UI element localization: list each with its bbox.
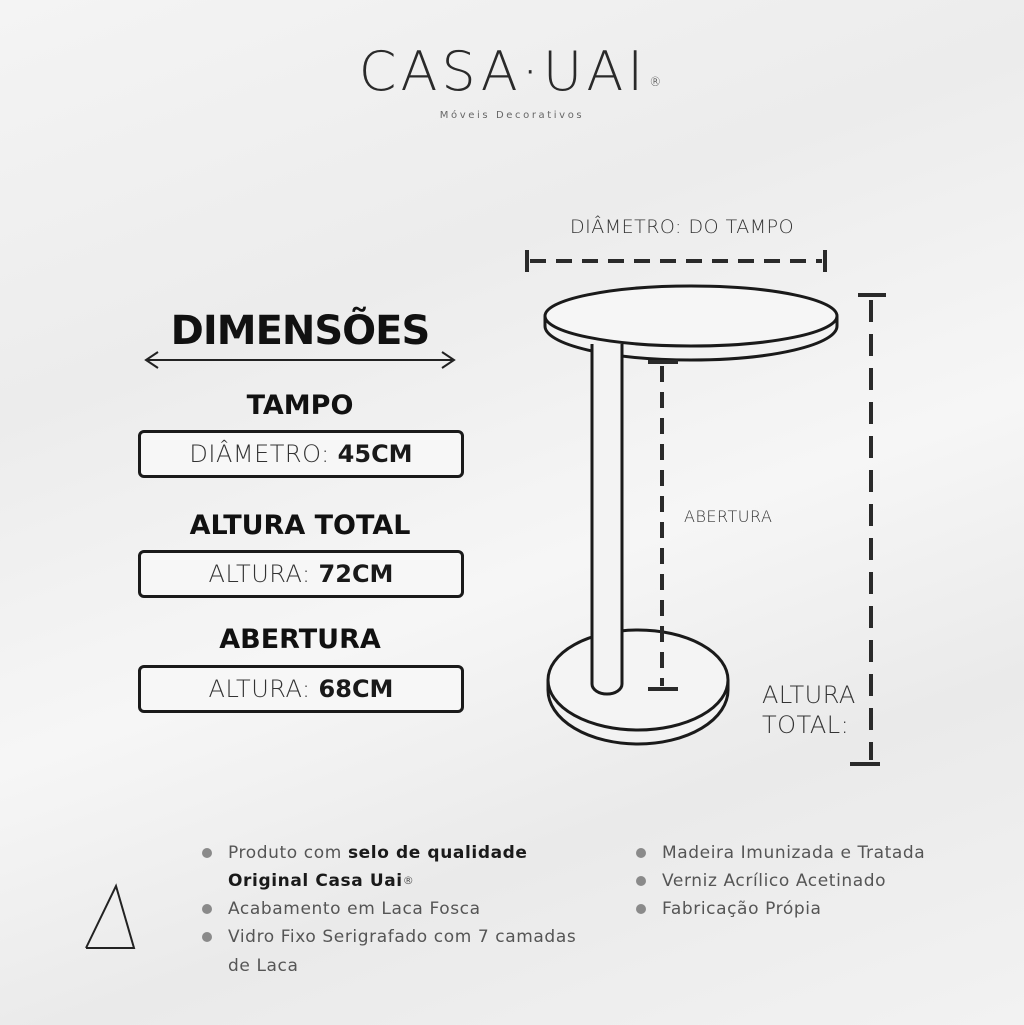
bullet-icon (636, 848, 646, 858)
total-height-label-line1: ALTURA (762, 681, 856, 709)
registered-mark: ® (649, 75, 666, 89)
total-height-label-line2: TOTAL: (762, 711, 850, 739)
opening-label: ABERTURA (684, 507, 773, 526)
brand-tagline: Móveis Decorativos (439, 110, 585, 121)
spec-value: 68CM (318, 675, 394, 703)
feature-item (662, 839, 925, 867)
bullet-icon (636, 876, 646, 886)
feature-item (228, 895, 481, 923)
spec-label: ALTURA: (208, 560, 311, 588)
registered-mark: ® (402, 874, 415, 887)
feature-text: Fabricação Própia (662, 899, 822, 919)
feature-bold: selo de qualidade (347, 843, 528, 863)
bullet-icon (202, 848, 212, 858)
feature-item (228, 923, 576, 951)
section-title-tampo: TAMPO (246, 390, 354, 421)
feature-text: Vidro Fixo Serigrafado com 7 camadas (228, 927, 577, 947)
feature-item (228, 839, 528, 867)
spec-value: 72CM (318, 560, 394, 588)
dimensions-title: DIMENSÕES (170, 308, 430, 354)
spec-label: ALTURA: (208, 675, 311, 703)
feature-item (662, 867, 886, 895)
bullet-icon (636, 904, 646, 914)
feature-item (228, 952, 299, 980)
brand-name: CASA·UAI (358, 40, 648, 103)
spec-label: DIÂMETRO: (189, 440, 330, 468)
feature-item (662, 895, 822, 923)
bullet-icon (202, 932, 212, 942)
section-title-altura-total: ALTURA TOTAL (189, 510, 411, 541)
feature-item (228, 867, 414, 895)
feature-text: Acabamento em Laca Fosca (228, 899, 481, 919)
diameter-label: DIÂMETRO: DO TAMPO (570, 216, 795, 238)
feature-text: de Laca (228, 956, 299, 976)
section-title-abertura: ABERTURA (219, 624, 381, 655)
feature-text: Produto com (228, 843, 342, 863)
feature-text: Verniz Acrílico Acetinado (662, 871, 887, 891)
feature-text: Madeira Imunizada e Tratada (662, 843, 926, 863)
bullet-icon (202, 904, 212, 914)
feature-bold: Original Casa Uai (228, 871, 403, 891)
spec-value: 45CM (337, 440, 413, 468)
